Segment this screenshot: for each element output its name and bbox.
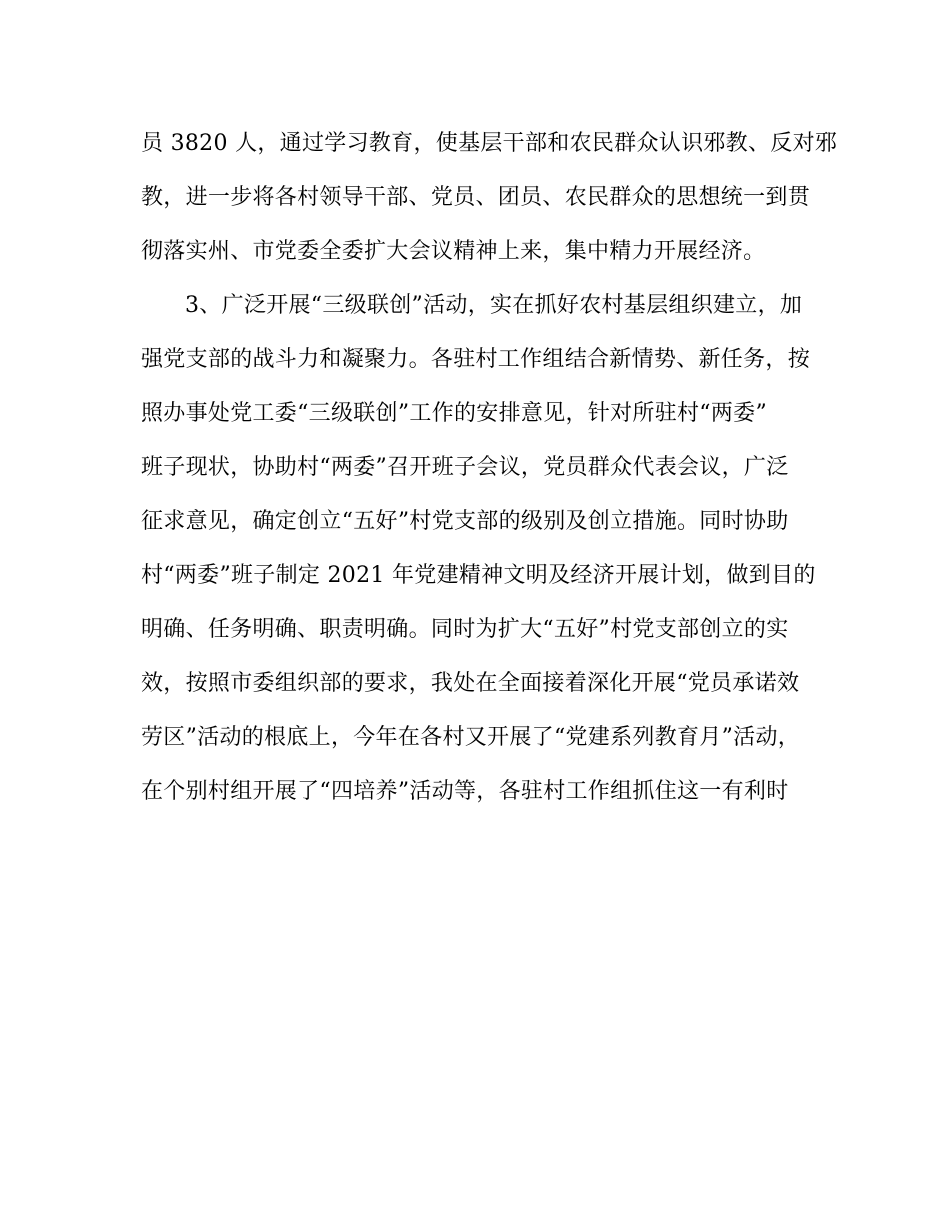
text-line: 村“两委”班子制定 2021 年党建精神文明及经济开展计划，做到目的 — [141, 563, 816, 588]
text-line: 明确、任务明确、职责明确。同时为扩大“五好”村党支部创立的实 — [141, 617, 789, 642]
paragraph-start-line: 3、广泛开展“三级联创”活动，实在抓好农村基层组织建立，加 — [185, 293, 803, 318]
text-line: 强党支部的战斗力和凝聚力。各驻村工作组结合新情势、新任务，按 — [141, 347, 811, 372]
text-line: 在个别村组开展了“四培养”活动等，各驻村工作组抓住这一有利时 — [141, 779, 789, 804]
text-line: 征求意见，确定创立“五好”村党支部的级别及创立措施。同时协助 — [141, 509, 789, 534]
text-line: 彻落实州、市党委全委扩大会议精神上来，集中精力开展经济。 — [141, 239, 766, 264]
text-line: 照办事处党工委“三级联创”工作的安排意见，针对所驻村“两委” — [141, 401, 767, 426]
text-line: 劳区”活动的根底上，今年在各村又开展了“党建系列教育月”活动， — [141, 725, 801, 750]
text-line: 教，进一步将各村领导干部、党员、团员、农民群众的思想统一到贯 — [141, 185, 811, 210]
text-line: 员 3820 人，通过学习教育，使基层干部和农民群众认识邪教、反对邪 — [141, 131, 838, 156]
body-text — [141, 123, 838, 825]
text-line: 班子现状，协助村“两委”召开班子会议，党员群众代表会议，广泛 — [141, 455, 789, 480]
text-line: 效，按照市委组织部的要求，我处在全面接着深化开展“党员承诺效 — [141, 671, 800, 696]
